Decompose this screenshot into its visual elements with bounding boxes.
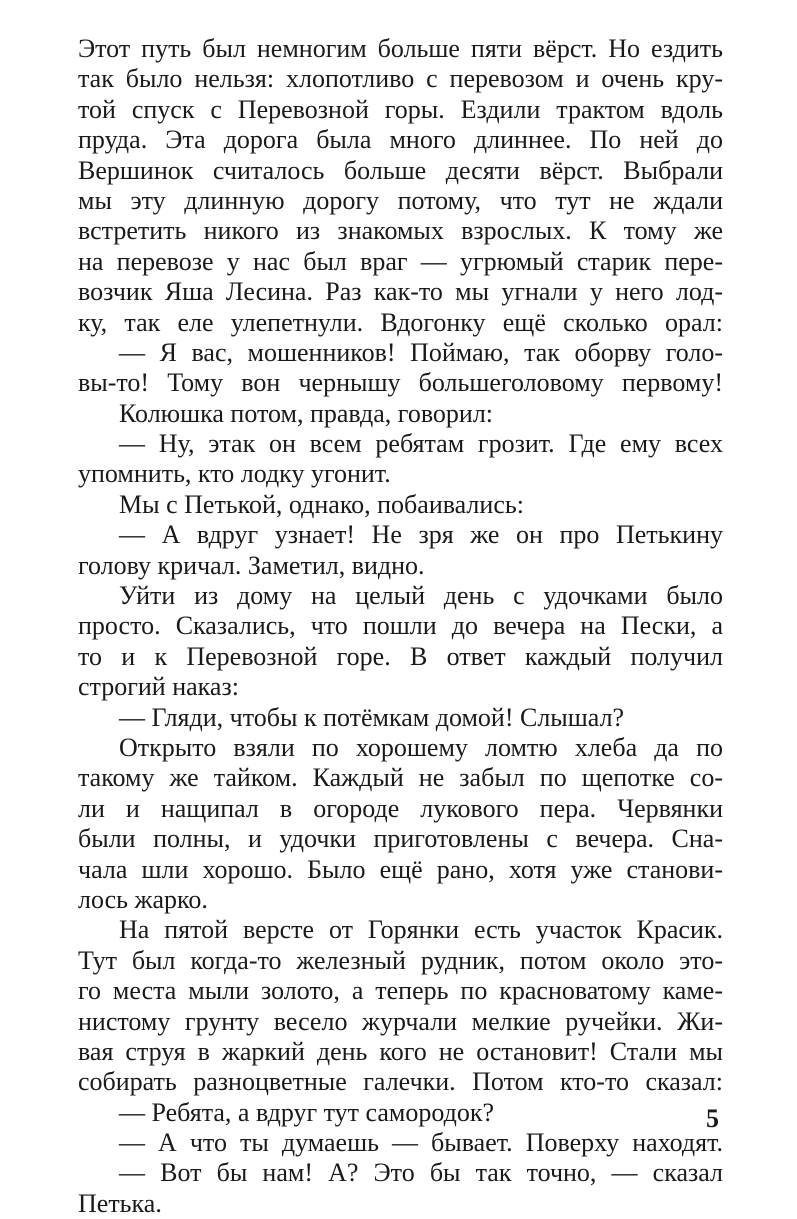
text-line: строгий наказ:	[78, 672, 239, 702]
text-line: — Гляди, чтобы к потёмкам домой! Слышал?	[119, 702, 625, 732]
text-line: Петька.	[78, 1188, 162, 1218]
text-line: собирать разноцветные галечки. Потом кто-то сказал:	[78, 1067, 723, 1097]
text-line: пруда. Эта дорога была много длиннее. По ней до	[78, 125, 723, 155]
text-line: вая струя в жаркий день кого не остановит! Стали мы	[78, 1036, 723, 1066]
text-line: то и к Перевозной горе. В ответ каждый получил	[78, 641, 723, 671]
text-line: — Вот бы нам! А? Это бы так точно, — сказал	[119, 1158, 723, 1188]
text-line: были полны, и удочки приготовлены с вечера. Сна-	[78, 824, 723, 854]
text-line: — А вдруг узнает! Не зря же он про Петькину	[119, 520, 723, 550]
text-line: упомнить, кто лодку угонит.	[78, 459, 391, 489]
text-line: Вершинок считалось больше десяти вёрст. Выбрали	[78, 155, 723, 185]
text-line: го места мыли золото, а теперь по красноватому каме-	[78, 976, 723, 1006]
text-line: просто. Сказались, что пошли до вечера на Пески, а	[78, 611, 723, 641]
text-line: такому же тайком. Каждый не забыл по щепотке со-	[78, 763, 723, 793]
page-number: 5	[706, 1104, 719, 1133]
text-line: — Я вас, мошенников! Поймаю, так оборву голо-	[119, 337, 723, 367]
body-text	[78, 34, 723, 1219]
text-line: возчик Яша Лесина. Раз как-то мы угнали у него лод-	[78, 277, 723, 307]
text-line: мы эту длинную дорогу потому, что тут не ждали	[78, 185, 723, 215]
text-line: голову кричал. Заметил, видно.	[78, 550, 425, 580]
text-line: на перевозе у нас был враг — угрюмый старик пере-	[78, 246, 723, 276]
text-line: — Ребята, а вдруг тут самородок?	[119, 1097, 495, 1127]
text-line: — Ну, этак он всем ребятам грозит. Где ему всех	[119, 429, 723, 459]
text-line: ли и нащипал в огороде лукового пера. Червянки	[78, 793, 723, 823]
text-line: чала шли хорошо. Было ещё рано, хотя уже станови-	[78, 854, 723, 884]
text-line: Тут был когда-то железный рудник, потом около это-	[78, 945, 723, 975]
text-line: вы-то! Тому вон чернышу большеголовому первому!	[78, 368, 723, 398]
text-line: Этот путь был немногим больше пяти вёрст. Но ездить	[78, 34, 723, 63]
text-line: Мы с Петькой, однако, побаивались:	[119, 489, 524, 519]
text-line: Уйти из дому на целый день с удочками было	[119, 581, 723, 611]
text-line: так было нельзя: хлопотливо с перевозом и очень кру-	[78, 64, 723, 94]
text-line: Открыто взяли по хорошему ломтю хлеба да по	[119, 732, 723, 762]
text-line: нистому грунту весело журчали мелкие ручейки. Жи-	[78, 1006, 723, 1036]
text-line: лось жарко.	[78, 884, 208, 914]
text-line: встретить никого из знакомых взрослых. К тому же	[78, 216, 723, 246]
text-line: На пятой версте от Горянки есть участок Красик.	[119, 915, 723, 945]
text-line: той спуск с Перевозной горы. Ездили трактом вдоль	[78, 94, 723, 124]
text-line: ку, так еле улепетнули. Вдогонку ещё сколько орал:	[78, 307, 723, 337]
text-line: Колюшка потом, правда, говорил:	[119, 398, 494, 428]
text-line: — А что ты думаешь — бывает. Поверху находят.	[119, 1128, 723, 1158]
